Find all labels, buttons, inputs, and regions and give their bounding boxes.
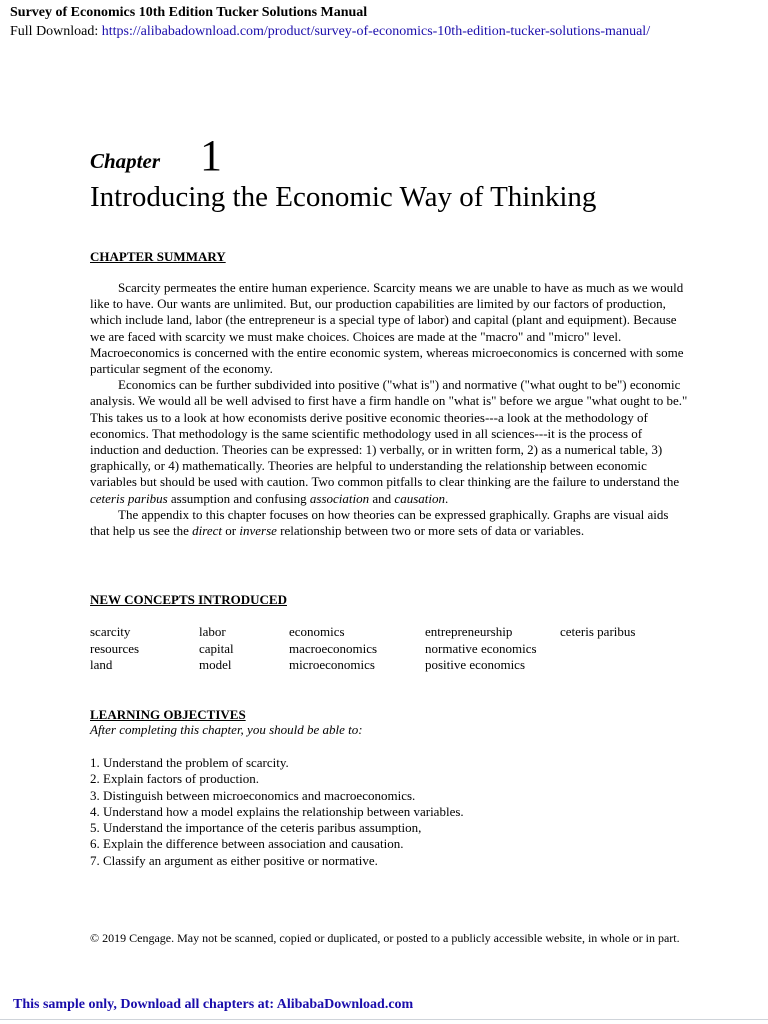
concept-item: macroeconomics (289, 640, 378, 656)
term-direct: direct (192, 523, 223, 539)
list-item: 5. Understand the importance of the ceteris paribus assumption, (90, 820, 422, 836)
concept-item: microeconomics (289, 657, 375, 672)
summary-paragraph-2: Economics can be further subdivided into positive ("what is") and normative ("what ought to be") economic analysis. We would all be well advised to first have a firm handle on "what is" before we argue "what ought to be." This takes us to a look at how economists derive positive economic theories---a look at the methodology of economics. That methodology is the same scientific methodology used in all sciences---it is the process of induction and deduction. Theories can be expressed: 1) verbally, or in written form, 2) as a numerical table, 3) graphically, or 4) mathematically. Theories are helpful to understanding the relationship between economic variables but should be used with caution. Two common pitfalls to clear thinking are the failure to understand the ceteris paribus assumption and confusing association and causation. (90, 377, 688, 506)
chapter-title: Introducing the Economic Way of Thinking (90, 181, 597, 213)
chapter-summary-body (90, 280, 690, 539)
chapter-number: 1 (200, 131, 222, 180)
list-item: 6. Explain the difference between association and causation. (90, 836, 404, 852)
list-item: 7. Classify an argument as either positive or normative. (90, 852, 378, 868)
concept-item: capital (199, 640, 234, 656)
concept-column-5 (560, 624, 635, 641)
list-item: 3. Distinguish between microeconomics and macroeconomics. (90, 787, 416, 803)
concept-column-2 (199, 624, 234, 674)
concept-item: economics (289, 624, 345, 639)
full-download-label: Full Download: (10, 24, 102, 39)
concept-column-1 (90, 624, 139, 674)
concept-item: land (90, 657, 113, 672)
concept-item: scarcity (90, 624, 131, 639)
concept-column-3 (289, 624, 377, 674)
chapter-label: Chapter (90, 149, 161, 173)
list-item: 2. Explain factors of production. (90, 771, 259, 787)
term-ceteris-paribus: ceteris paribus (90, 490, 168, 506)
list-item: 4. Understand how a model explains the relationship between variables. (90, 803, 464, 819)
list-item: 1. Understand the problem of scarcity. (90, 755, 289, 770)
new-concepts-heading: NEW CONCEPTS INTRODUCED (90, 592, 287, 607)
concept-item: labor (199, 624, 226, 639)
learning-objectives-heading: LEARNING OBJECTIVES (90, 707, 246, 722)
learning-objectives-intro: After completing this chapter, you should be able to: (90, 722, 363, 737)
concept-item: ceteris paribus (560, 624, 636, 639)
learning-objectives-list (90, 755, 464, 869)
concept-item: model (199, 657, 232, 672)
term-inverse: inverse (239, 523, 277, 539)
concept-item: resources (90, 640, 140, 656)
chapter-summary-heading: CHAPTER SUMMARY (90, 249, 226, 264)
term-causation: causation (394, 490, 445, 506)
concept-item: positive economics (425, 657, 526, 672)
term-association: association (309, 490, 370, 506)
concept-item: entrepreneurship (425, 624, 513, 639)
document-title: Survey of Economics 10th Edition Tucker Solutions Manual (10, 5, 368, 20)
full-download-line (10, 24, 650, 40)
full-download-link[interactable]: https://alibabadownload.com/product/survey-of-economics-10th-edition-tucker-solutions-manual/ (101, 24, 651, 39)
footer-divider (0, 1019, 768, 1020)
summary-paragraph-3: The appendix to this chapter focuses on how theories can be expressed graphically. Graphs are visual aids that help us see the direct or inverse relationship between two or more sets of data or variables. (90, 506, 669, 539)
summary-paragraph-1: Scarcity permeates the entire human experience. Scarcity means we are unable to have as much as we would like to have. Our wants are unlimited. But, our production capabilities are limited by our factors of production, which include land, labor (the entrepreneur is a special type of labor) and capital (plant and equipment). Because we are faced with scarcity we must make choices. Choices are made at the "macro" and "micro" level. Macroeconomics is concerned with the entire economic system, whereas microeconomics is concerned with some particular segment of the economy. (90, 280, 684, 377)
concept-item: normative economics (425, 640, 537, 656)
concept-column-4 (425, 624, 537, 674)
copyright-notice: © 2019 Cengage. May not be scanned, copied or duplicated, or posted to a publicly accessible website, in whole or in part. (90, 931, 680, 945)
footer-download-link[interactable]: This sample only, Download all chapters at: AlibabaDownload.com (13, 997, 414, 1012)
